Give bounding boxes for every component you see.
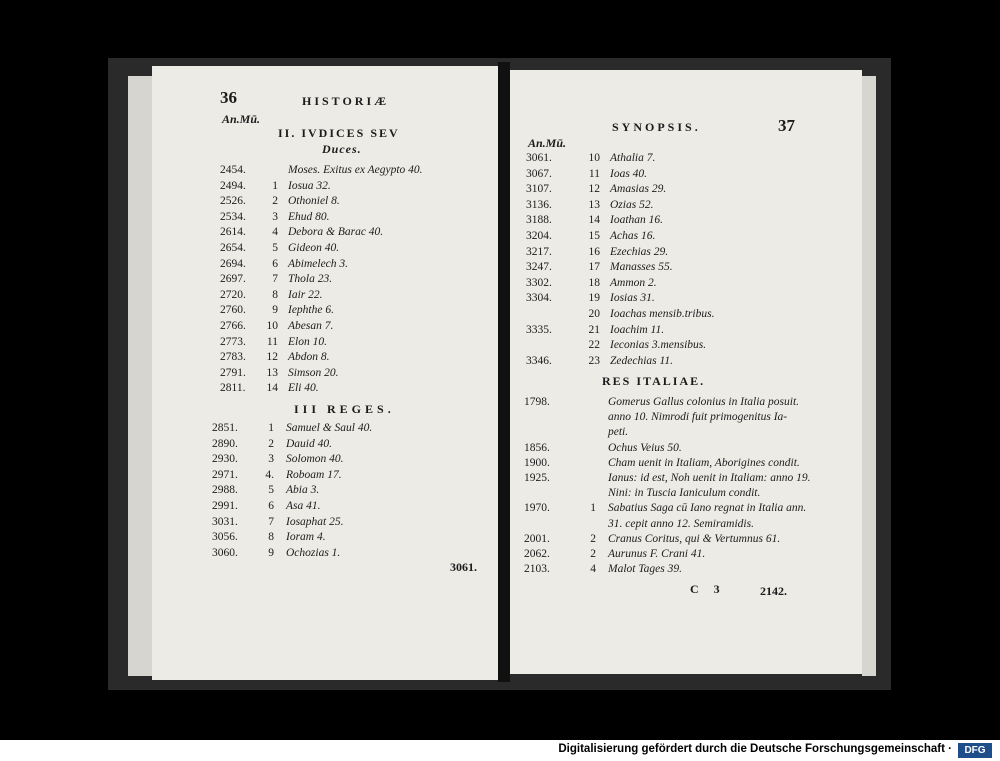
entry-text: 31. cepit anno 12. Semiramidis. — [608, 517, 754, 530]
number-cell: 3 — [268, 453, 274, 466]
table-row — [524, 533, 860, 549]
entry-text: Nini: in Tuscia Ianiculum condit. — [608, 487, 761, 500]
year-cell: 2783. — [220, 351, 246, 364]
year-cell: 2991. — [212, 500, 238, 512]
entry-text: Samuel & Saul 40. — [286, 422, 373, 434]
section-title: II. IVDICES SEV — [278, 126, 400, 140]
table-row — [524, 487, 860, 503]
table-row — [212, 531, 492, 547]
entry-text: Ioachim 11. — [610, 323, 665, 336]
table-row — [220, 242, 490, 258]
entry-text: Sabatius Saga cū Iano regnat in Italia ann. — [608, 502, 807, 515]
entry-text: Iephthe 6. — [288, 304, 334, 317]
number-cell: 9 — [272, 304, 278, 317]
entry-text: Dauid 40. — [286, 437, 332, 450]
number-cell: 1 — [268, 422, 274, 434]
entry-text: Zedechias 11. — [610, 354, 674, 367]
number-cell: 20 — [588, 308, 600, 320]
year-cell: 2773. — [220, 335, 246, 348]
number-cell: 14 — [588, 214, 600, 227]
number-cell: 8 — [272, 288, 278, 301]
number-cell: 11 — [266, 335, 278, 348]
table-row — [220, 382, 490, 398]
year-cell: 2494. — [220, 179, 246, 192]
year-cell: 2454. — [220, 164, 246, 176]
entry-text: Ioas 40. — [610, 167, 648, 180]
entry-text: Solomon 40. — [286, 453, 344, 466]
number-cell: 8 — [268, 531, 274, 544]
entry-text: Malot Tages 39. — [608, 563, 683, 576]
entry-text: Othoniel 8. — [288, 195, 340, 208]
number-cell: 2 — [590, 532, 596, 545]
number-cell: 3 — [272, 210, 278, 223]
table-row — [212, 469, 492, 485]
table-row — [220, 320, 490, 336]
right-page-edges — [862, 76, 876, 676]
entry-text: Cranus Coritus, qui & Vertumnus 61. — [608, 532, 781, 545]
entry-text: Ochus Veius 50. — [608, 441, 682, 454]
left-page-edges — [128, 76, 152, 676]
column-header: An.Mū. — [222, 112, 261, 126]
table-row — [526, 152, 856, 168]
year-cell: 3060. — [212, 546, 238, 559]
number-cell: 13 — [588, 198, 600, 211]
year-cell: 2001. — [524, 532, 550, 545]
table-row — [220, 304, 490, 320]
table-row — [526, 292, 856, 308]
table-row — [220, 336, 490, 352]
entry-text: Gomerus Gallus colonius in Italia posuit. — [608, 396, 800, 408]
year-cell: 2614. — [220, 226, 246, 239]
table-row — [526, 230, 856, 246]
page-signature: C 3 — [690, 582, 726, 596]
year-cell: 2930. — [212, 453, 238, 466]
number-cell: 4 — [590, 563, 596, 576]
year-cell: 3067. — [526, 167, 552, 180]
table-row — [524, 502, 860, 518]
table-row — [524, 426, 860, 442]
table-row — [220, 164, 490, 180]
year-cell: 1900. — [524, 456, 550, 469]
entry-text: Ehud 80. — [288, 210, 330, 223]
year-cell: 1798. — [524, 396, 550, 408]
entry-text: Manasses 55. — [610, 261, 673, 274]
section-subtitle: Duces. — [322, 142, 362, 156]
number-cell: 6 — [272, 257, 278, 270]
number-cell: 17 — [588, 261, 600, 274]
table-row — [526, 339, 856, 355]
entry-text: Moses. Exitus ex Aegypto 40. — [288, 164, 423, 176]
number-cell: 4 — [272, 226, 278, 239]
entry-text: Ammon 2. — [610, 276, 657, 289]
entry-text: peti. — [608, 426, 629, 439]
number-cell: 2 — [272, 195, 278, 208]
year-cell: 3302. — [526, 276, 552, 289]
number-cell: 18 — [588, 276, 600, 289]
table-row — [524, 548, 860, 564]
number-cell: 6 — [268, 500, 274, 512]
entry-text: Cham uenit in Italiam, Aborigines condit. — [608, 456, 800, 469]
table-row — [524, 518, 860, 534]
year-cell: 3107. — [526, 183, 552, 196]
page-number: 36 — [220, 88, 237, 107]
entry-text: Iosaphat 25. — [286, 515, 344, 528]
table-row — [212, 484, 492, 500]
year-cell: 3204. — [526, 230, 552, 242]
entry-text: Ezechias 29. — [610, 245, 669, 258]
number-cell: 9 — [268, 546, 274, 559]
year-cell: 2062. — [524, 548, 550, 560]
year-cell: 2694. — [220, 257, 246, 270]
table-row — [524, 396, 860, 412]
year-cell: 1925. — [524, 472, 550, 484]
number-cell: 13 — [266, 366, 278, 379]
funding-notice: Digitalisierung gefördert durch die Deutsche Forschungsgemeinschaft · — [558, 743, 952, 755]
table-row — [212, 438, 492, 454]
year-cell: 3136. — [526, 198, 552, 211]
table-row — [526, 308, 856, 324]
number-cell: 21 — [588, 323, 600, 336]
table-row — [220, 195, 490, 211]
entry-text: Ioathan 16. — [610, 214, 664, 227]
table-row — [220, 367, 490, 383]
year-cell: 2103. — [524, 563, 550, 576]
number-cell: 14 — [266, 382, 278, 395]
year-cell: 3031. — [212, 515, 238, 528]
section-title: III REGES. — [294, 402, 395, 416]
year-cell: 2971. — [212, 468, 238, 481]
column-header: An.Mū. — [528, 136, 567, 150]
entry-text: Ochozias 1. — [286, 546, 341, 559]
entry-text: Aurunus F. Crani 41. — [608, 548, 706, 560]
year-cell: 3217. — [526, 245, 552, 258]
year-cell: 2697. — [220, 273, 246, 286]
table-row — [220, 226, 490, 242]
entry-text: Abia 3. — [286, 484, 320, 497]
year-cell: 2760. — [220, 304, 246, 317]
number-cell: 23 — [588, 354, 600, 367]
table-row — [526, 183, 856, 199]
number-cell: 1 — [590, 502, 596, 515]
entry-text: Amasias 29. — [610, 183, 667, 196]
entry-text: anno 10. Nimrodi fuit primogenitus Ia- — [608, 411, 788, 424]
entry-text: Ioachas mensib.tribus. — [610, 308, 715, 320]
year-cell: 2526. — [220, 195, 246, 208]
footer-banner — [0, 740, 1000, 761]
year-cell: 2720. — [220, 288, 246, 301]
year-cell: 1856. — [524, 441, 550, 454]
number-cell: 5 — [272, 242, 278, 254]
number-cell: 7 — [272, 273, 278, 286]
table-row — [220, 258, 490, 274]
entry-text: Achas 16. — [610, 230, 656, 242]
running-head: SYNOPSIS. — [612, 120, 701, 134]
table-row — [220, 289, 490, 305]
year-cell: 3304. — [526, 292, 552, 305]
table-row — [526, 324, 856, 340]
table-row — [212, 422, 492, 438]
number-cell: 10 — [588, 152, 600, 164]
book-gutter — [498, 62, 510, 682]
entry-text: Eli 40. — [288, 382, 319, 395]
year-cell: 3335. — [526, 323, 552, 336]
table-row — [212, 453, 492, 469]
entry-text: Thola 23. — [288, 273, 333, 286]
table-row — [526, 277, 856, 293]
year-cell: 2890. — [212, 437, 238, 450]
number-cell: 15 — [588, 230, 600, 242]
year-cell: 1970. — [524, 502, 550, 515]
entry-text: Iosua 32. — [288, 179, 331, 192]
number-cell: 11 — [588, 167, 600, 180]
table-row — [524, 472, 860, 488]
left-page — [152, 66, 498, 680]
table-row — [212, 516, 492, 532]
entry-text: Gideon 40. — [288, 242, 340, 254]
section-title: RES ITALIAE. — [602, 374, 706, 388]
year-cell: 3056. — [212, 531, 238, 544]
year-cell: 2766. — [220, 320, 246, 332]
entry-text: Abimelech 3. — [288, 257, 349, 270]
entry-text: Simson 20. — [288, 366, 339, 379]
number-cell: 1 — [272, 179, 278, 192]
year-cell: 2988. — [212, 484, 238, 497]
year-cell: 3061. — [526, 152, 552, 164]
entry-text: Ioram 4. — [286, 531, 326, 544]
table-row — [526, 261, 856, 277]
entry-text: Ozias 52. — [610, 198, 654, 211]
table-row — [220, 351, 490, 367]
year-cell: 3188. — [526, 214, 552, 227]
number-cell: 7 — [268, 515, 274, 528]
entry-text: Ieconias 3.mensibus. — [610, 339, 707, 352]
entry-text: Iair 22. — [288, 288, 323, 301]
table-row — [220, 211, 490, 227]
year-cell: 3346. — [526, 354, 552, 367]
entry-text: Abesan 7. — [288, 320, 334, 332]
table-row — [526, 355, 856, 371]
table-row — [212, 500, 492, 516]
entry-text: Ianus: id est, Noh uenit in Italiam: anno 19. — [608, 472, 811, 484]
number-cell: 2 — [590, 548, 596, 560]
catchword: 2142. — [760, 584, 787, 598]
dfg-logo: DFG — [958, 743, 992, 758]
entry-text: Debora & Barac 40. — [288, 226, 384, 239]
catchword: 3061. — [450, 560, 477, 574]
number-cell: 2 — [268, 437, 274, 450]
table-row — [524, 563, 860, 579]
table-row — [526, 246, 856, 262]
year-cell: 3247. — [526, 261, 552, 274]
number-cell: 5 — [268, 484, 274, 497]
running-head: HISTORIÆ — [302, 94, 390, 108]
entry-text: Iosias 31. — [610, 292, 655, 305]
table-row — [524, 457, 860, 473]
year-cell: 2654. — [220, 242, 246, 254]
entry-text: Roboam 17. — [286, 468, 342, 481]
right-page — [510, 70, 862, 674]
number-cell: 10 — [266, 320, 278, 332]
page-number: 37 — [778, 116, 795, 135]
entry-text: Athalia 7. — [610, 152, 656, 164]
entry-text: Elon 10. — [288, 335, 327, 348]
entry-text: Asa 41. — [286, 500, 321, 512]
year-cell: 2791. — [220, 366, 246, 379]
entry-text: Abdon 8. — [288, 351, 330, 364]
number-cell: 4. — [265, 468, 274, 481]
number-cell: 22 — [588, 339, 600, 352]
year-cell: 2811. — [220, 382, 246, 395]
table-row — [526, 199, 856, 215]
table-row — [526, 214, 856, 230]
number-cell: 12 — [266, 351, 278, 364]
number-cell: 19 — [588, 292, 600, 305]
year-cell: 2534. — [220, 210, 246, 223]
number-cell: 12 — [588, 183, 600, 196]
table-row — [220, 273, 490, 289]
table-row — [524, 411, 860, 427]
table-row — [526, 168, 856, 184]
table-row — [524, 442, 860, 458]
number-cell: 16 — [588, 245, 600, 258]
table-row — [220, 180, 490, 196]
year-cell: 2851. — [212, 422, 238, 434]
